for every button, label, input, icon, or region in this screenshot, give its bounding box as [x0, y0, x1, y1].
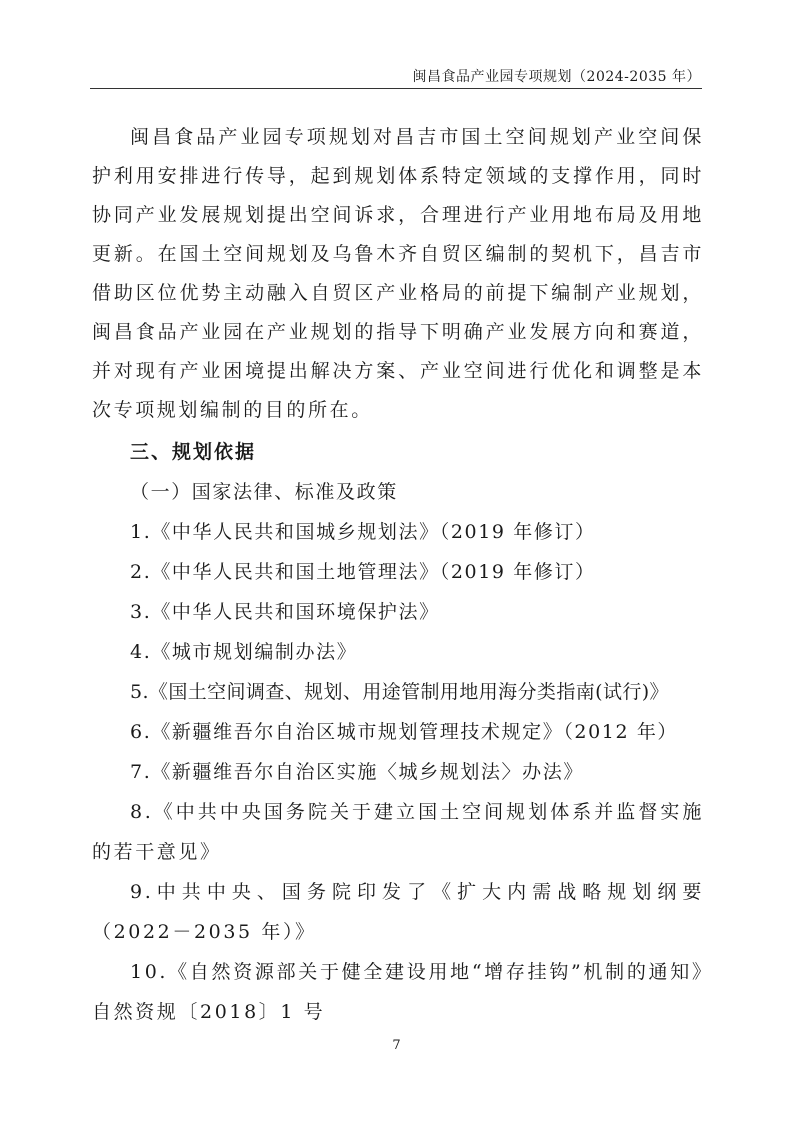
page-number: 7	[392, 1038, 401, 1053]
list-item: 10.《自然资源部关于健全建设用地“增存挂钩”机制的通知》自然资规〔2018〕1 号	[92, 961, 704, 1023]
running-header: 闽昌食品产业园专项规划（2024-2035 年）	[412, 69, 701, 85]
list-item: 5.《国土空间调查、规划、用途管制用地用海分类指南(试行)》	[130, 681, 669, 703]
list-item: 3.《中华人民共和国环境保护法》	[130, 601, 440, 623]
page-content	[92, 118, 704, 1032]
list-item: 9.中共中央、国务院印发了《扩大内需战略规划纲要（2022－2035 年）》	[92, 881, 704, 943]
list-item: 4.《城市规划编制办法》	[130, 641, 358, 663]
list-item: 7.《新疆维吾尔自治区实施〈城乡规划法〉办法》	[130, 761, 584, 783]
header-rule	[90, 88, 702, 89]
section-heading: 三、规划依据	[130, 441, 257, 463]
list-item: 8.《中共中央国务院关于建立国土空间规划体系并监督实施的若干意见》	[92, 801, 704, 863]
list-item: 2.《中华人民共和国土地管理法》（2019 年修订）	[130, 561, 596, 583]
list-item: 6.《新疆维吾尔自治区城市规划管理技术规定》（2012 年）	[130, 721, 679, 743]
list-item: 1.《中华人民共和国城乡规划法》（2019 年修订）	[130, 521, 596, 543]
intro-paragraph: 闽昌食品产业园专项规划对昌吉市国土空间规划产业空间保护利用安排进行传导，起到规划体系特定领域的支撑作用，同时协同产业发展规划提出空间诉求，合理进行产业用地布局及用地更新。在国土空间规划及乌鲁木齐自贸区编制的契机下，昌吉市借助区位优势主动融入自贸区产业格局的前提下编制产业规划，闽昌食品产业园在产业规划的指导下明确产业发展方向和赛道，并对现有产业困境提出解决方案、产业空间进行优化和调整是本次专项规划编制的目的所在。	[92, 126, 704, 421]
subsection-heading: （一）国家法律、标准及政策	[130, 481, 398, 503]
